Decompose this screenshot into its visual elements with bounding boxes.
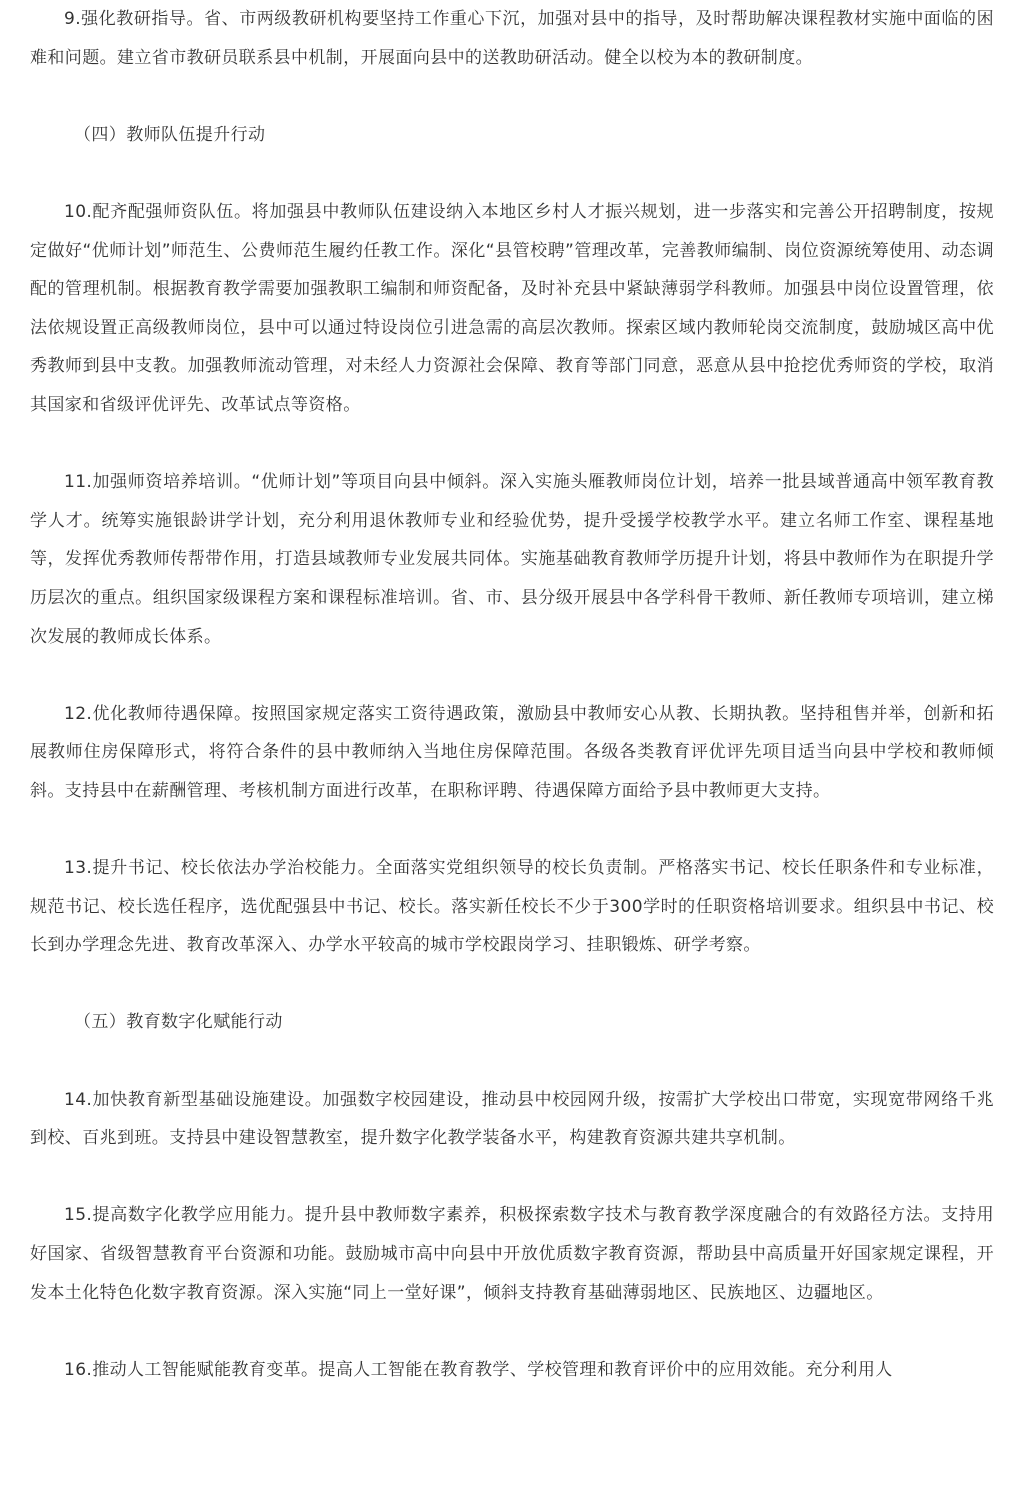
paragraph-gap: [30, 965, 994, 1004]
paragraph-16: 16.推动人工智能赋能教育变革。提高人工智能在教育教学、学校管理和教育评价中的应用效能。充分利用人: [64, 1359, 893, 1380]
paragraph-gap: [30, 77, 994, 116]
paragraph-gap: [30, 810, 994, 849]
paragraph-11: 11.加强师资培养培训。“优师计划”等项目向县中倾斜。深入实施头雁教师岗位计划，培养一批县域普通高中领军教育教学人才。统筹实施银龄讲学计划，充分利用退休教师专业和经验优势，提升受援学校教学水平。建立名师工作室、课程基地等，发挥优秀教师传帮带作用，打造县域教师专业发展共同体。实施基础教育教师学历提升计划，将县中教师作为在职提升学历层次的重点。组织国家级课程方案和课程标准培训。省、市、县分级开展县中各学科骨干教师、新任教师专项培训，建立梯次发展的教师成长体系。: [30, 472, 994, 647]
section-heading-4: （四）教师队伍提升行动: [74, 124, 266, 145]
paragraph-gap: [30, 154, 994, 193]
paragraph-gap: [30, 1158, 994, 1197]
paragraph-13: 13.提升书记、校长依法办学治校能力。全面落实党组织领导的校长负责制。严格落实书记、校长任职条件和专业标准，规范书记、校长选任程序，选优配强县中书记、校长。落实新任校长不少于300学时的任职资格培训要求。组织县中书记、校长到办学理念先进、教育改革深入、办学水平较高的城市学校跟岗学习、挂职锻炼、研学考察。: [30, 858, 994, 956]
paragraph-gap: [30, 1312, 994, 1351]
paragraph-gap: [30, 656, 994, 695]
paragraph-10: 10.配齐配强师资队伍。将加强县中教师队伍建设纳入本地区乡村人才振兴规划，进一步落实和完善公开招聘制度，按规定做好“优师计划”师范生、公费师范生履约任教工作。深化“县管校聘”管理改革，完善教师编制、岗位资源统筹使用、动态调配的管理机制。根据教育教学需要加强教职工编制和师资配备，及时补充县中紧缺薄弱学科教师。加强县中岗位设置管理，依法依规设置正高级教师岗位，县中可以通过特设岗位引进急需的高层次教师。探索区域内教师轮岗交流制度，鼓励城区高中优秀教师到县中支教。加强教师流动管理，对未经人力资源社会保障、教育等部门同意，恶意从县中抢挖优秀师资的学校，取消其国家和省级评优评先、改革试点等资格。: [30, 201, 994, 415]
paragraph-12: 12.优化教师待遇保障。按照国家规定落实工资待遇政策，激励县中教师安心从教、长期执教。坚持租售并举，创新和拓展教师住房保障形式，将符合条件的县中教师纳入当地住房保障范围。各级各类教育评优评先项目适当向县中学校和教师倾斜。支持县中在薪酬管理、考核机制方面进行改革，在职称评聘、待遇保障方面给予县中教师更大支持。: [30, 703, 994, 801]
paragraph-14: 14.加快教育新型基础设施建设。加强数字校园建设，推动县中校园网升级，按需扩大学校出口带宽，实现宽带网络千兆到校、百兆到班。支持县中建设智慧教室，提升数字化教学装备水平，构建教育资源共建共享机制。: [30, 1089, 994, 1149]
paragraph-9: 9.强化教研指导。省、市两级教研机构要坚持工作重心下沉，加强对县中的指导，及时帮助解决课程教材实施中面临的困难和问题。建立省市教研员联系县中机制，开展面向县中的送教助研活动。健全以校为本的教研制度。: [30, 9, 994, 68]
paragraph-gap: [30, 1042, 994, 1081]
paragraph-gap: [30, 425, 994, 464]
section-heading-5: （五）教育数字化赋能行动: [74, 1012, 283, 1033]
paragraph-15: 15.提高数字化教学应用能力。提升县中教师数字素养，积极探索数字技术与教育教学深度融合的有效路径方法。支持用好国家、省级智慧教育平台资源和功能。鼓励城市高中向县中开放优质数字教育资源，帮助县中高质量开好国家规定课程，开发本土化特色化数字教育资源。深入实施“同上一堂好课”，倾斜支持教育基础薄弱地区、民族地区、边疆地区。: [30, 1205, 994, 1303]
